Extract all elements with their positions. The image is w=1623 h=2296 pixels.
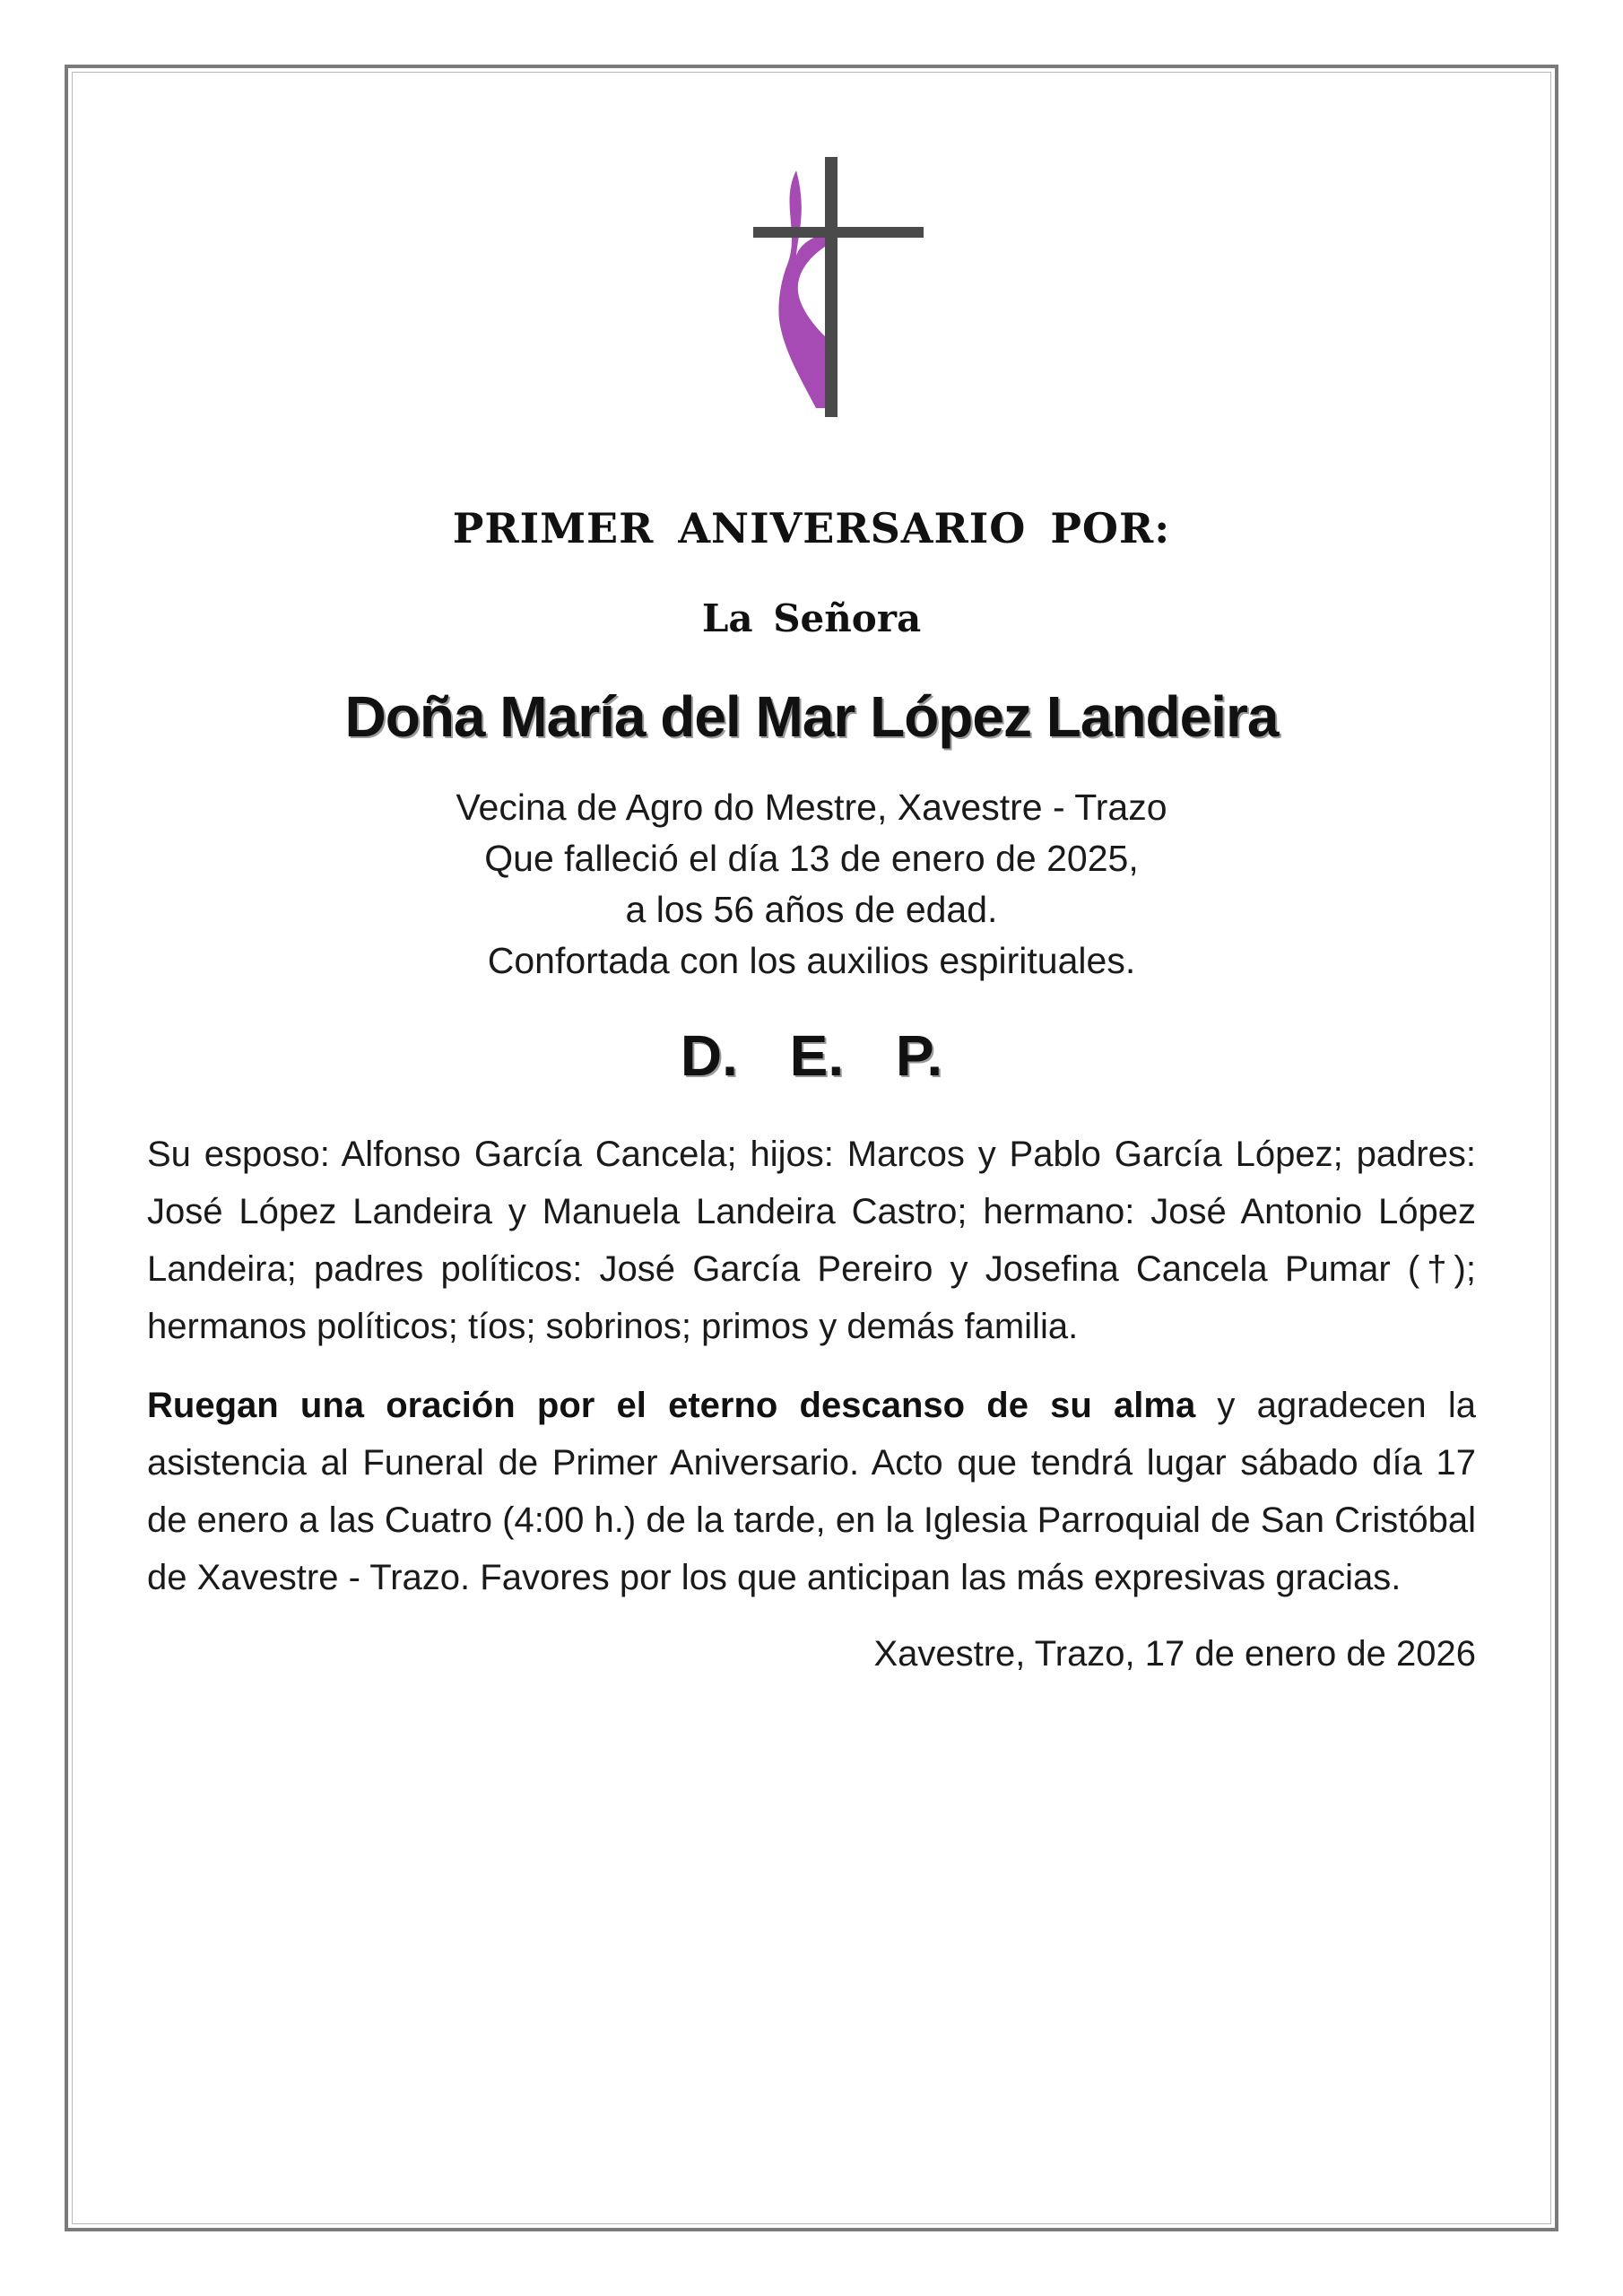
funeral-bold-text: Ruegan una oración por el eterno descanso de su alma [147,1386,1196,1425]
place-and-date: Xavestre, Trazo, 17 de enero de 2026 [873,1634,1476,1674]
cross-horizontal [753,227,924,238]
family-paragraph: Su esposo: Alfonso García Cancela; hijos: Marcos y Pablo García López; padres: José López Landeira y Manuela Landeira Castro; hermano: José Antonio López Landeira; padres políticos: José García Pereiro y Josefina Cancela Pumar (†); hermanos políticos; tíos; sobrinos; primos y demás familia. [147,1135,1476,1346]
dep-abbreviation: D. E. P. [680,1023,943,1088]
announcement-heading: PRIMER ANIVERSARIO POR: [452,504,1171,552]
cross-with-flame-icon [744,148,924,417]
cross-vertical [825,157,838,417]
info-line: a los 56 años de edad. [625,889,998,930]
funeral-paragraph [147,1377,1476,1606]
info-line: Confortada con los auxilios espirituales. [487,940,1136,981]
flame-shape [778,170,825,408]
info-line: Que falleció el día 13 de enero de 2025, [484,838,1139,879]
deceased-name: Doña María del Mar López Landeira [344,684,1279,749]
deceased-info [0,782,1623,987]
honorific: La Señora [701,596,922,640]
info-line: Vecina de Agro do Mestre, Xavestre - Trazo [456,787,1167,828]
funeral-details-text: y agradecen la asistencia al Funeral de Primer Aniversario. Acto que tendrá lugar sábado día 17 de enero a las Cuatro (4:00 h.) de la tarde, en la Iglesia Parroquial de San Cristóbal de Xavestre - Trazo. Favores por los que anticipan las más expresivas gracias. [147,1386,1477,1597]
